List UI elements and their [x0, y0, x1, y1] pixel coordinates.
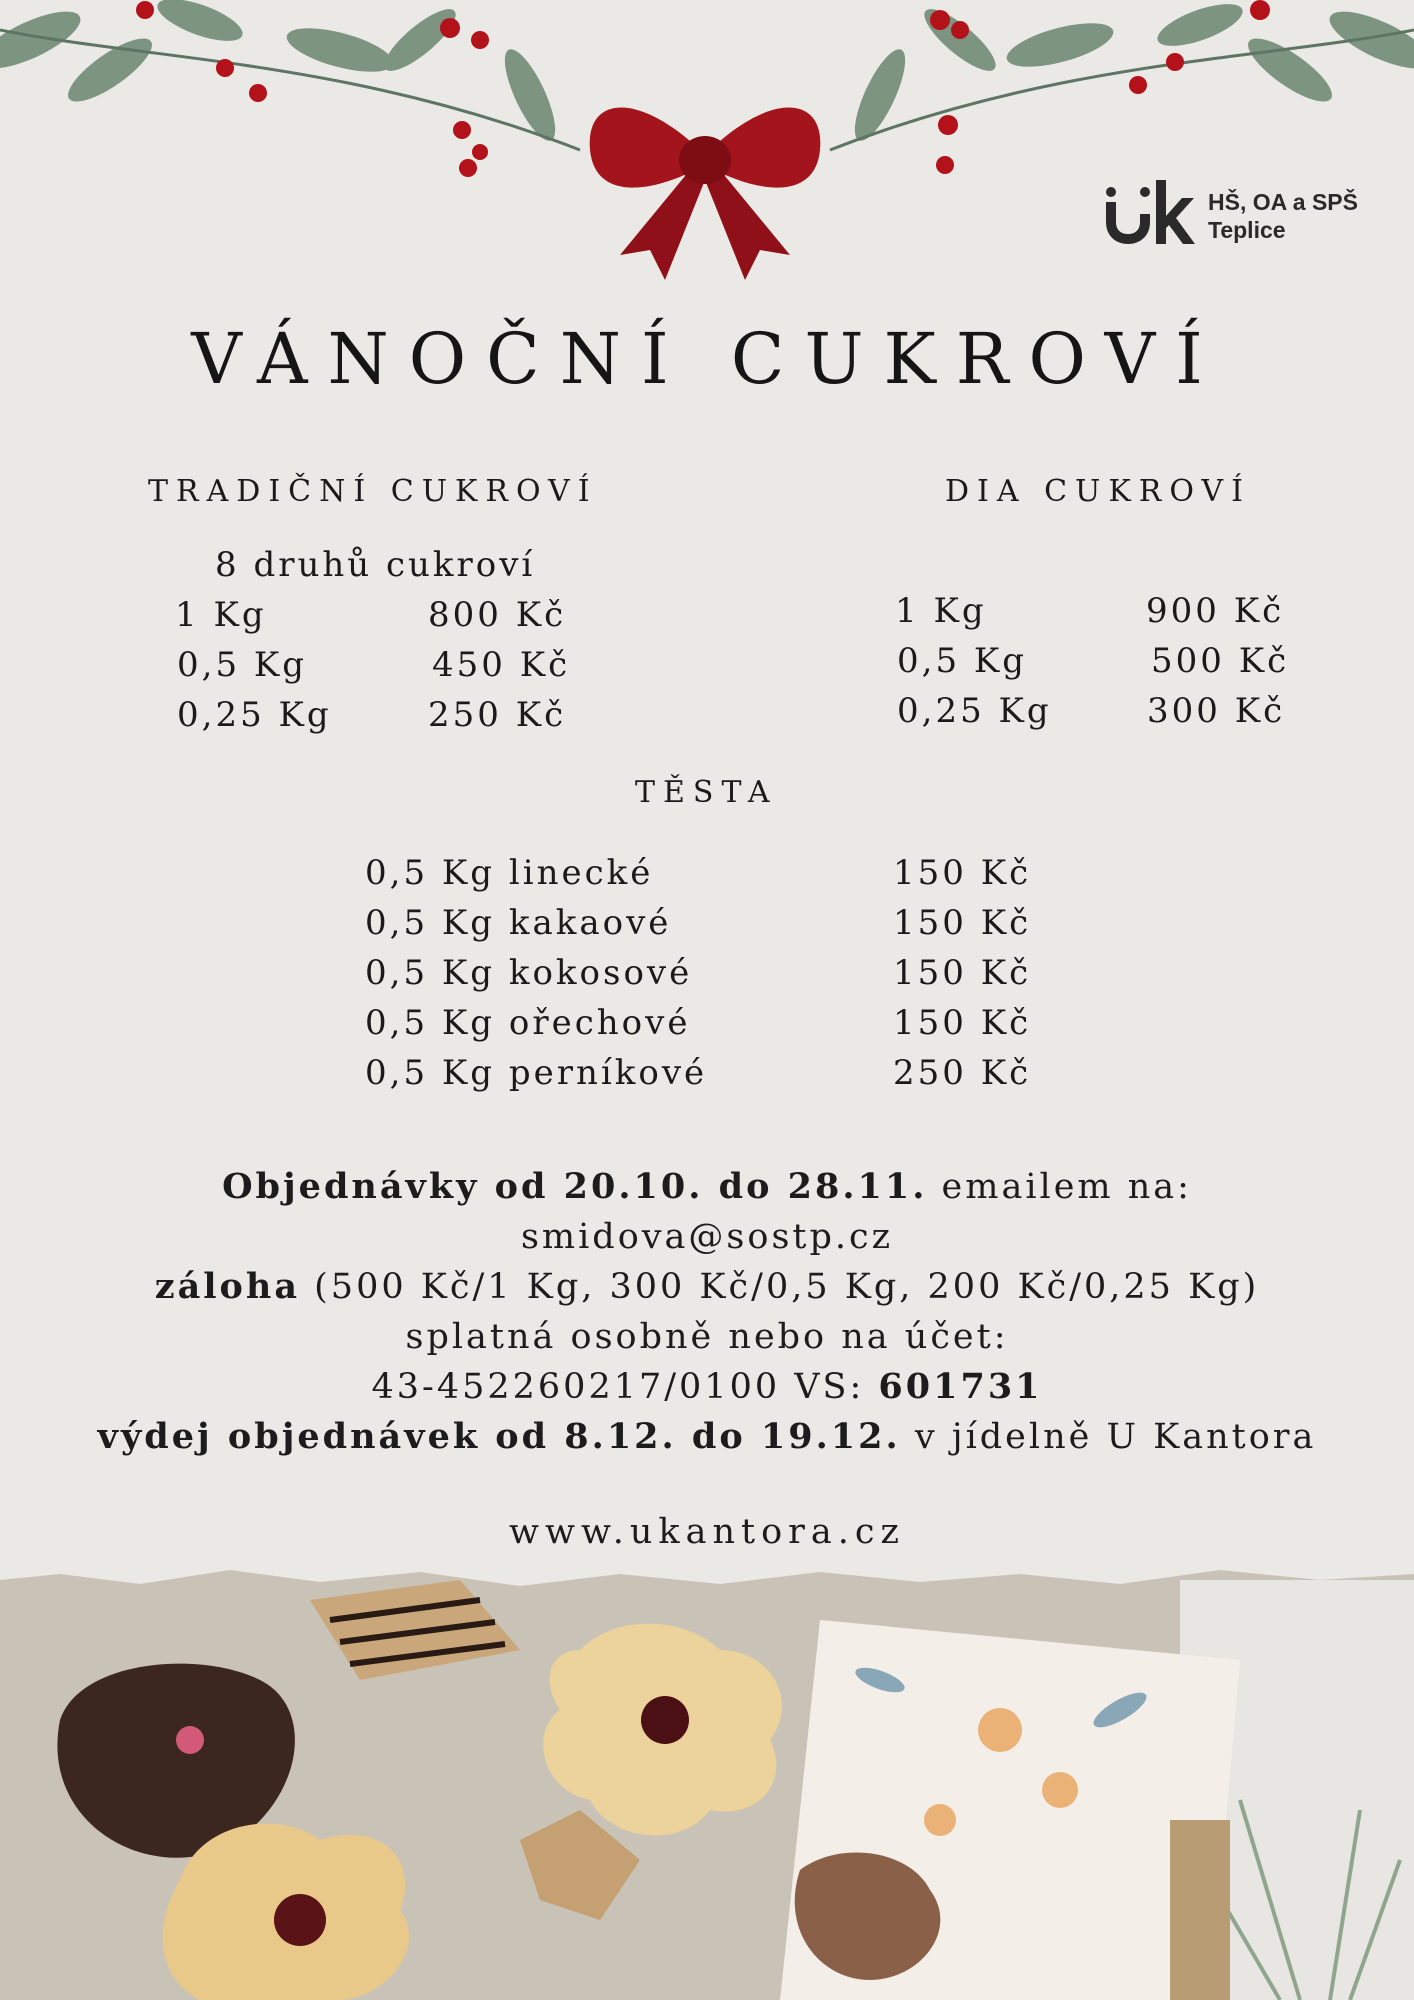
- traditional-subheading: 8 druhů cukroví: [215, 545, 536, 585]
- logo-line-1: HŠ, OA a SPŠ: [1208, 189, 1358, 215]
- deposit-label: záloha: [154, 1266, 301, 1307]
- testa-price-2: 150 Kč: [893, 903, 1032, 943]
- testa-price-3: 150 Kč: [893, 953, 1032, 993]
- order-email[interactable]: smidova@sostp.cz: [520, 1217, 894, 1257]
- testa-price-1: 150 Kč: [893, 853, 1032, 893]
- dia-weight-1: 1 Kg: [895, 591, 987, 631]
- traditional-weight-3: 0,25 Kg: [177, 695, 332, 735]
- dia-weight-3: 0,25 Kg: [897, 691, 1052, 731]
- orders-text: emailem na:: [927, 1167, 1192, 1207]
- testa-price-4: 150 Kč: [893, 1003, 1032, 1043]
- testa-price-5: 250 Kč: [893, 1053, 1032, 1093]
- garland-decoration: [0, 0, 1414, 300]
- deposit-text: (500 Kč/1 Kg, 300 Kč/0,5 Kg, 200 Kč/0,25 Kg): [300, 1267, 1260, 1307]
- testa-item-2: 0,5 Kg kakaové: [365, 903, 672, 943]
- testa-heading: TĚSTA: [635, 775, 778, 810]
- dia-heading: DIA CUKROVÍ: [945, 474, 1251, 509]
- traditional-price-1: 800 Kč: [428, 595, 567, 635]
- traditional-heading: TRADIČNÍ CUKROVÍ: [148, 474, 598, 509]
- testa-item-5: 0,5 Kg perníkové: [365, 1053, 708, 1093]
- pickup-text: v jídelně U Kantora: [900, 1417, 1317, 1457]
- testa-item-1: 0,5 Kg linecké: [365, 853, 654, 893]
- leaves-left-icon: [0, 0, 565, 147]
- variable-symbol: 601731: [878, 1366, 1043, 1407]
- orders-period: Objednávky od 20.10. do 28.11.: [222, 1166, 928, 1207]
- traditional-weight-1: 1 Kg: [175, 595, 267, 635]
- dia-price-3: 300 Kč: [1147, 691, 1286, 731]
- order-info: [0, 1162, 1414, 1462]
- logo-line-2: Teplice: [1208, 217, 1286, 243]
- page-title: VÁNOČNÍ CUKROVÍ: [191, 318, 1223, 400]
- school-logo: [1100, 178, 1360, 248]
- bow-icon: [590, 108, 821, 281]
- traditional-price-2: 450 Kč: [432, 645, 571, 685]
- traditional-price-3: 250 Kč: [428, 695, 567, 735]
- testa-item-3: 0,5 Kg kokosové: [365, 953, 693, 993]
- dia-price-1: 900 Kč: [1146, 591, 1285, 631]
- dia-price-2: 500 Kč: [1151, 641, 1290, 681]
- testa-item-4: 0,5 Kg ořechové: [365, 1003, 691, 1043]
- cookies-photo: [0, 1560, 1414, 2000]
- traditional-weight-2: 0,5 Kg: [177, 645, 308, 685]
- account-number: 43-452260217/0100 VS:: [371, 1367, 879, 1407]
- payable-text: splatná osobně nebo na účet:: [405, 1317, 1009, 1357]
- pickup-period: výdej objednávek od 8.12. do 19.12.: [97, 1416, 901, 1457]
- website-link[interactable]: www.ukantora.cz: [509, 1512, 905, 1552]
- uk-logo-icon: [1100, 178, 1195, 248]
- dia-weight-2: 0,5 Kg: [897, 641, 1028, 681]
